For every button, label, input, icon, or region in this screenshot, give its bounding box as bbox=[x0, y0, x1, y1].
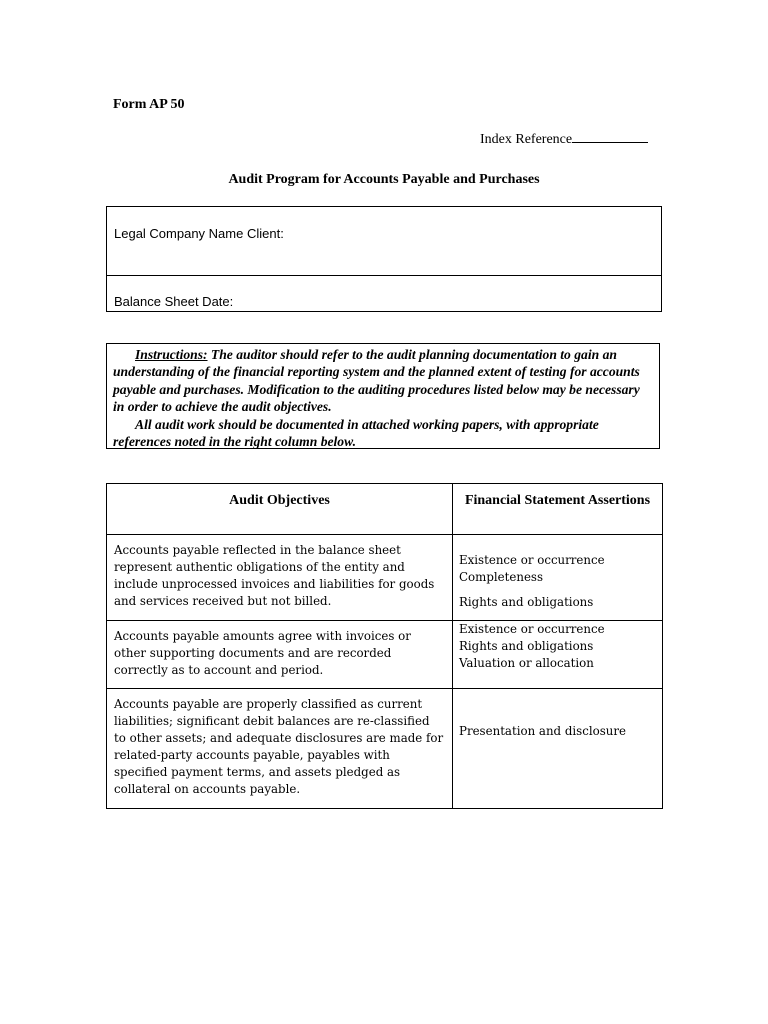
assertion-item: Existence or occurrence bbox=[459, 553, 605, 567]
index-reference-label: Index Reference bbox=[480, 132, 573, 147]
assertion-spacer bbox=[459, 586, 655, 594]
table-row bbox=[107, 621, 663, 689]
table-row bbox=[107, 535, 663, 621]
assertion-item: Completeness bbox=[459, 570, 544, 584]
client-info-box bbox=[106, 206, 662, 312]
assertion-item: Valuation or allocation bbox=[459, 656, 594, 670]
assertion-item: Rights and obligations bbox=[459, 639, 594, 653]
legal-company-name-label: Legal Company Name Client: bbox=[114, 226, 284, 241]
assertion-item: Rights and obligations bbox=[459, 595, 594, 609]
instructions-paragraph-2: All audit work should be documented in attached working papers, with appropriate references noted in the right column below. bbox=[113, 416, 599, 450]
header-audit-objectives: Audit Objectives bbox=[107, 484, 453, 535]
assertion-item: Existence or occurrence bbox=[459, 622, 605, 636]
index-reference-blank bbox=[572, 130, 648, 143]
instructions-paragraph-1 bbox=[113, 346, 654, 416]
audit-objective-cell: Accounts payable amounts agree with invoices or other supporting documents and are recorded correctly as to account and period. bbox=[107, 621, 453, 689]
instructions-box bbox=[106, 343, 660, 449]
assertions-cell bbox=[453, 621, 663, 689]
assertions-cell bbox=[453, 689, 663, 809]
instructions-text-1: The auditor should refer to the audit planning documentation to gain an understanding of the financial reporting system and the planned extent of testing for accounts payable and purchases. Modification to the auditing procedures listed below may be necessary in order to achieve the audit objectives. bbox=[113, 347, 640, 415]
instructions-label: Instructions: bbox=[135, 347, 208, 362]
table-header-row bbox=[107, 484, 663, 535]
legal-company-name-row bbox=[107, 207, 661, 276]
document-title: Audit Program for Accounts Payable and Purchases bbox=[228, 172, 540, 187]
table-row bbox=[107, 689, 663, 809]
audit-objectives-table bbox=[106, 483, 663, 809]
index-reference bbox=[480, 130, 648, 148]
assertion-item: Presentation and disclosure bbox=[459, 724, 626, 738]
form-id: Form AP 50 bbox=[113, 97, 185, 112]
balance-sheet-date-label: Balance Sheet Date: bbox=[114, 294, 234, 309]
header-financial-statement-assertions: Financial Statement Assertions bbox=[453, 484, 663, 535]
assertions-cell bbox=[453, 535, 663, 621]
balance-sheet-date-row bbox=[107, 276, 661, 311]
audit-objective-cell: Accounts payable reflected in the balance sheet represent authentic obligations of the entity and include unprocessed invoices and liabilities for goods and services received but not billed. bbox=[107, 535, 453, 621]
audit-objective-cell: Accounts payable are properly classified as current liabilities; significant debit balances are re-classified to other assets; and adequate disclosures are made for related-party accounts payable, payables with specified payment terms, and assets pledged as collateral on accounts payable. bbox=[107, 689, 453, 809]
